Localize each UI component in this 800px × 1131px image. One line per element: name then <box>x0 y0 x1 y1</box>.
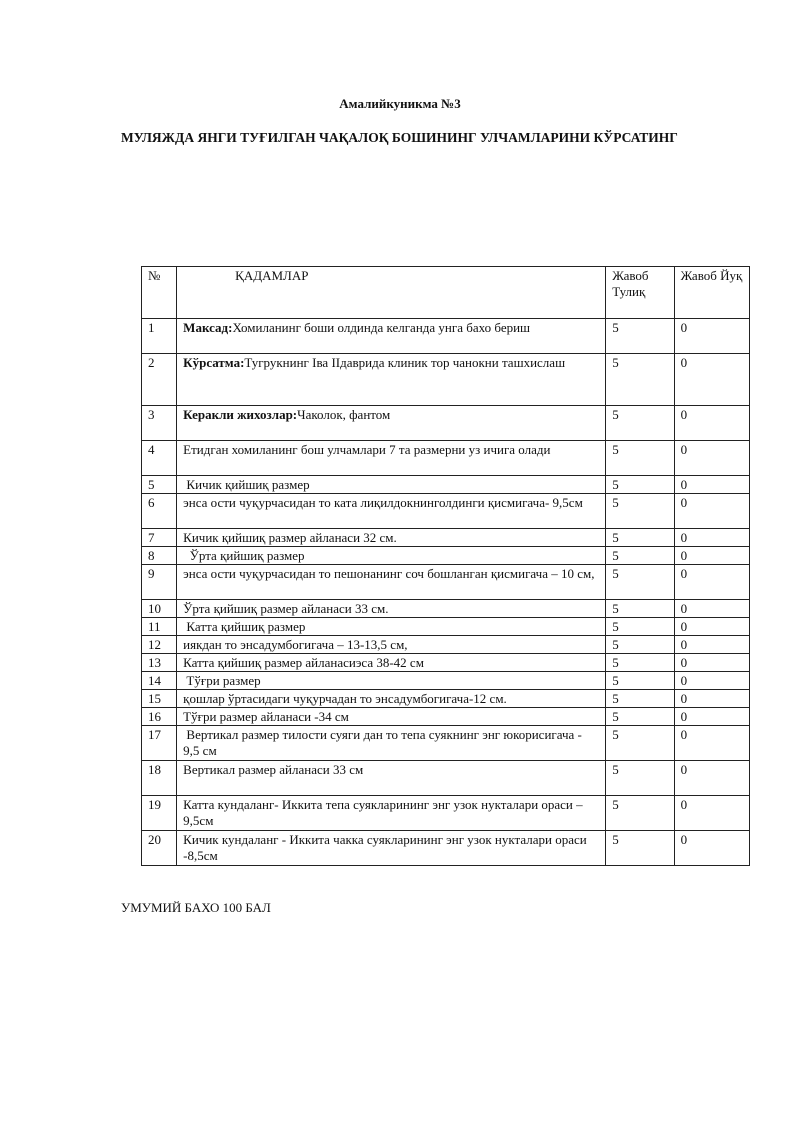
row-score-full: 5 <box>606 354 674 406</box>
row-score-full: 5 <box>606 547 674 565</box>
row-step <box>177 494 606 529</box>
step-text: энса ости чуқурчасидан то пешонанинг соч бошланган қисмигача – 10 см, <box>183 566 595 581</box>
step-text: Вертикал размер тилости суяги дан то тепа суякнинг энг юкорисигача - 9,5 см <box>183 727 586 758</box>
row-score-none: 0 <box>674 708 749 726</box>
row-score-none: 0 <box>674 618 749 636</box>
row-score-full: 5 <box>606 726 674 761</box>
table-row <box>142 796 750 831</box>
table-row <box>142 547 750 565</box>
row-step <box>177 441 606 476</box>
row-number: 5 <box>142 476 177 494</box>
row-step <box>177 319 606 354</box>
row-number: 14 <box>142 672 177 690</box>
header-steps <box>177 267 606 319</box>
row-score-full: 5 <box>606 441 674 476</box>
row-number: 16 <box>142 708 177 726</box>
table-row <box>142 529 750 547</box>
table-header-row <box>142 267 750 319</box>
document-subtitle: МУЛЯЖДА ЯНГИ ТУҒИЛГАН ЧАҚАЛОҚ БОШИНИНГ УЛЧАМЛАРИНИ КЎРСАТИНГ <box>121 130 678 145</box>
row-score-full: 5 <box>606 690 674 708</box>
total-score: УМУМИЙ БАХО 100 БАЛ <box>121 900 271 915</box>
step-text: Ўрта қийшиқ размер айланаси 33 см. <box>183 601 389 616</box>
table-row <box>142 354 750 406</box>
row-number: 1 <box>142 319 177 354</box>
step-text: Тўғри размер <box>183 673 261 688</box>
row-score-none: 0 <box>674 761 749 796</box>
row-step <box>177 565 606 600</box>
row-score-none: 0 <box>674 831 749 866</box>
row-score-none: 0 <box>674 565 749 600</box>
row-step <box>177 654 606 672</box>
step-text: Хомиланинг боши олдинда келганда унга бахо бериш <box>232 320 531 335</box>
table-row <box>142 441 750 476</box>
table-row <box>142 636 750 654</box>
step-text: Чаколок, фантом <box>297 407 391 422</box>
row-step <box>177 708 606 726</box>
row-score-full: 5 <box>606 796 674 831</box>
row-number: 3 <box>142 406 177 441</box>
header-number: № <box>142 267 177 319</box>
table-row <box>142 319 750 354</box>
row-score-none: 0 <box>674 529 749 547</box>
row-step <box>177 406 606 441</box>
step-label: Максад: <box>183 320 233 335</box>
row-score-none: 0 <box>674 494 749 529</box>
row-number: 11 <box>142 618 177 636</box>
page-title: Амалийкуникма №3 <box>339 96 461 111</box>
row-number: 6 <box>142 494 177 529</box>
row-score-none: 0 <box>674 600 749 618</box>
row-score-full: 5 <box>606 565 674 600</box>
row-number: 7 <box>142 529 177 547</box>
header-steps-label: ҚАДАМЛАР <box>235 268 309 283</box>
row-number: 12 <box>142 636 177 654</box>
row-step <box>177 600 606 618</box>
row-score-none: 0 <box>674 547 749 565</box>
row-step <box>177 726 606 761</box>
table-row <box>142 618 750 636</box>
row-step <box>177 529 606 547</box>
step-text: иякдан то энсадумбогигача – 13-13,5 см, <box>183 637 408 652</box>
row-number: 19 <box>142 796 177 831</box>
table-row <box>142 831 750 866</box>
row-number: 10 <box>142 600 177 618</box>
row-step <box>177 672 606 690</box>
table-row <box>142 761 750 796</box>
step-text: Тўғри размер айланаси -34 см <box>183 709 349 724</box>
row-step <box>177 547 606 565</box>
table-row <box>142 654 750 672</box>
row-number: 8 <box>142 547 177 565</box>
row-score-none: 0 <box>674 441 749 476</box>
row-step <box>177 636 606 654</box>
table-row <box>142 672 750 690</box>
row-number: 15 <box>142 690 177 708</box>
table-row <box>142 494 750 529</box>
row-score-full: 5 <box>606 708 674 726</box>
header-answer-full: Жавоб Тулиқ <box>606 267 674 319</box>
row-score-none: 0 <box>674 690 749 708</box>
step-text: қошлар ўртасидаги чуқурчадан то энсадумбогигача-12 см. <box>183 691 507 706</box>
row-score-none: 0 <box>674 406 749 441</box>
row-step <box>177 476 606 494</box>
table-row <box>142 476 750 494</box>
step-label: Керакли жихозлар: <box>183 407 298 422</box>
row-score-full: 5 <box>606 654 674 672</box>
row-score-full: 5 <box>606 636 674 654</box>
table-row <box>142 708 750 726</box>
steps-table-body <box>142 267 750 866</box>
row-step <box>177 831 606 866</box>
row-score-full: 5 <box>606 761 674 796</box>
row-score-full: 5 <box>606 476 674 494</box>
row-score-none: 0 <box>674 636 749 654</box>
table-row <box>142 690 750 708</box>
row-score-none: 0 <box>674 354 749 406</box>
row-number: 4 <box>142 441 177 476</box>
row-step <box>177 761 606 796</box>
table-row <box>142 565 750 600</box>
row-score-full: 5 <box>606 600 674 618</box>
row-score-none: 0 <box>674 319 749 354</box>
row-number: 18 <box>142 761 177 796</box>
step-text: Катта қийшиқ размер <box>183 619 306 634</box>
row-step <box>177 690 606 708</box>
row-score-none: 0 <box>674 476 749 494</box>
step-text: Тугрукнинг Iва IIдаврида клиник тор чанокни ташхислаш <box>244 355 566 370</box>
step-text: Вертикал размер айланаси 33 см <box>183 762 364 777</box>
step-text: энса ости чуқурчасидан то ката лиқилдокнинголдинги қисмигача- 9,5см <box>183 495 583 510</box>
row-number: 2 <box>142 354 177 406</box>
step-text: Ўрта қийшиқ размер <box>183 548 305 563</box>
row-step <box>177 618 606 636</box>
row-number: 20 <box>142 831 177 866</box>
step-text: Катта кундаланг- Иккита тепа суякларининг энг узок нукталари ораси – 9,5см <box>183 797 586 828</box>
row-score-none: 0 <box>674 796 749 831</box>
step-text: Кичик қийшиқ размер айланаси 32 см. <box>183 530 397 545</box>
row-score-full: 5 <box>606 618 674 636</box>
row-score-none: 0 <box>674 672 749 690</box>
row-score-full: 5 <box>606 319 674 354</box>
row-number: 13 <box>142 654 177 672</box>
step-text: Етидган хомиланинг бош улчамлари 7 та размерни уз ичига олади <box>183 442 551 457</box>
steps-table <box>141 266 750 866</box>
step-text: Кичик кундаланг - Иккита чакка суякларининг энг узок нукталари ораси -8,5см <box>183 832 590 863</box>
row-score-full: 5 <box>606 494 674 529</box>
table-row <box>142 406 750 441</box>
step-label: Кўрсатма: <box>183 355 245 370</box>
row-score-none: 0 <box>674 726 749 761</box>
row-score-full: 5 <box>606 672 674 690</box>
row-number: 9 <box>142 565 177 600</box>
row-score-full: 5 <box>606 831 674 866</box>
row-step <box>177 796 606 831</box>
row-score-full: 5 <box>606 529 674 547</box>
row-step <box>177 354 606 406</box>
header-answer-none: Жавоб Йуқ <box>674 267 749 319</box>
row-score-none: 0 <box>674 654 749 672</box>
row-score-full: 5 <box>606 406 674 441</box>
table-row <box>142 600 750 618</box>
step-text: Кичик қийшиқ размер <box>183 477 310 492</box>
table-row <box>142 726 750 761</box>
step-text: Катта қийшиқ размер айланасиэса 38-42 см <box>183 655 424 670</box>
row-number: 17 <box>142 726 177 761</box>
